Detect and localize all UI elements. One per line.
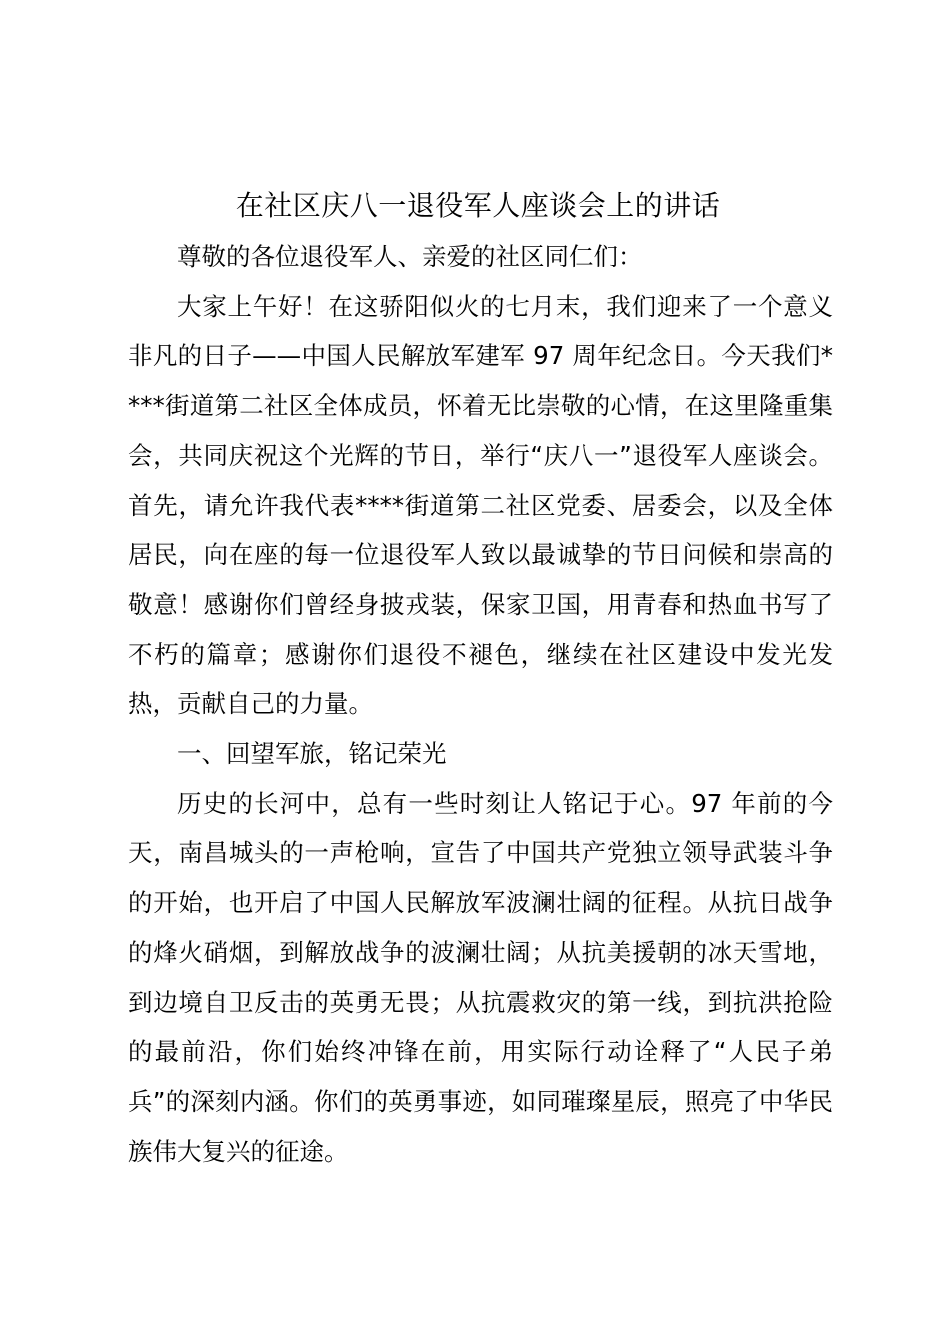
document-body	[128, 232, 833, 1176]
page-title: 在社区庆八一退役军人座谈会上的讲话	[235, 189, 721, 222]
section-paragraph: 历史的长河中，总有一些时刻让人铭记于心。97 年前的今天，南昌城头的一声枪响，宣告了中国共产党独立领导武装斗争的开始，也开启了中国人民解放军波澜壮阔的征程。从抗日战争的烽火硝烟，到解放战争的波澜壮阔；从抗美援朝的冰天雪地，到边境自卫反击的英勇无畏；从抗震救灾的第一线，到抗洪抢险的最前沿，你们始终冲锋在前，用实际行动诠释了“人民子弟兵”的深刻内涵。你们的英勇事迹，如同璀璨星辰，照亮了中华民族伟大复兴的征途。	[128, 788, 833, 1166]
opening-paragraph: 大家上午好！在这骄阳似火的七月末，我们迎来了一个意义非凡的日子——中国人民解放军建军 97 周年纪念日。今天我们****街道第二社区全体成员，怀着无比崇敬的心情，在这里隆重集会，共同庆祝这个光辉的节日，举行“庆八一”退役军人座谈会。首先，请允许我代表****街道第二社区党委、居委会，以及全体居民，向在座的每一位退役军人致以最诚挚的节日问候和崇高的敬意！感谢你们曾经身披戎装，保家卫国，用青春和热血书写了不朽的篇章；感谢你们退役不褪色，继续在社区建设中发光发热，贡献自己的力量。	[128, 291, 833, 719]
salutation: 尊敬的各位退役军人、亲爱的社区同仁们：	[177, 242, 643, 271]
section-heading: 一、回望军旅，铭记荣光	[177, 739, 447, 769]
